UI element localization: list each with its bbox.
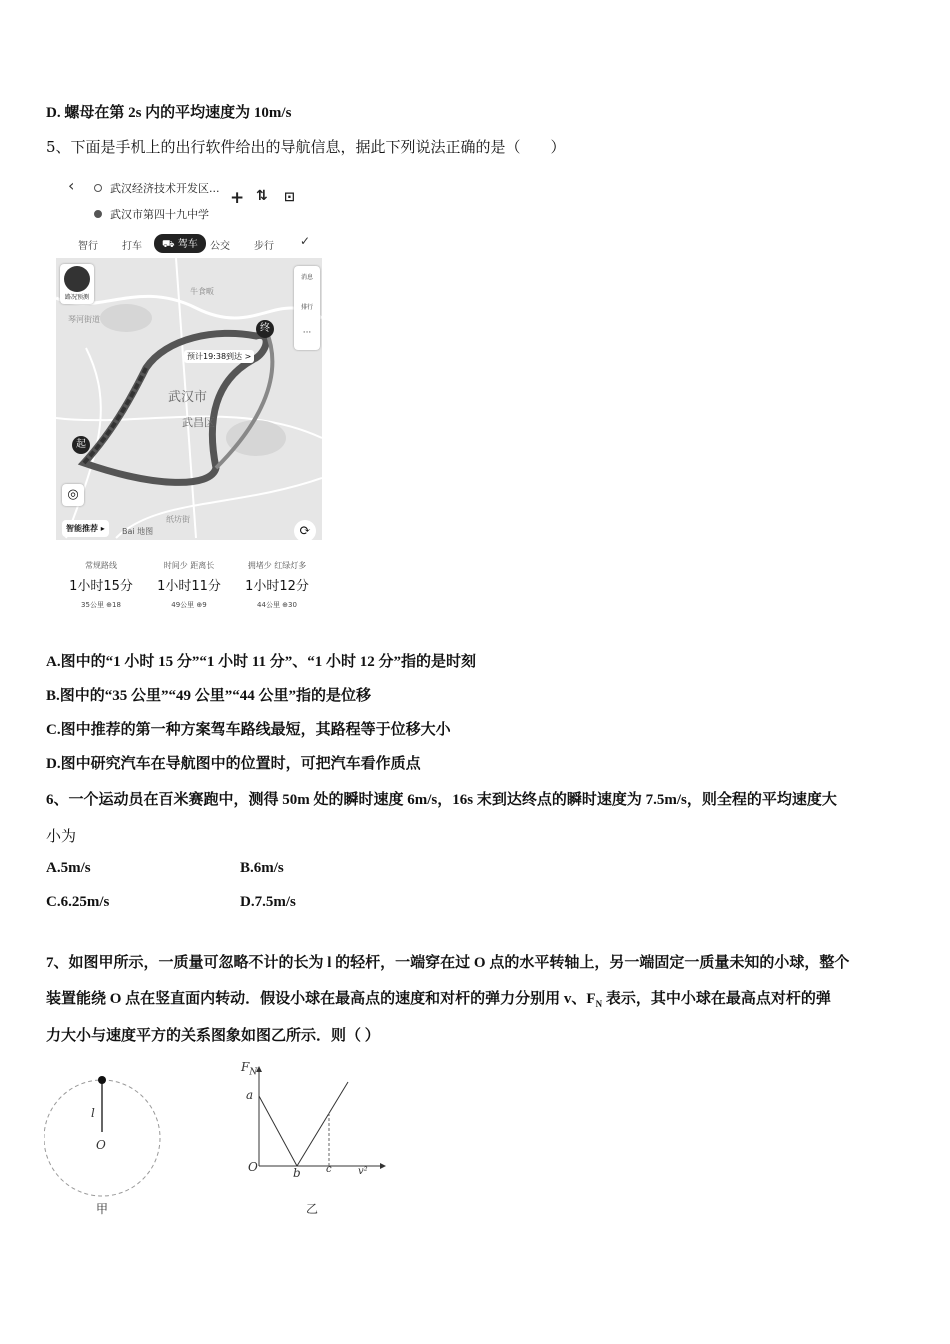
question-6-stem: 6、一个运动员在百米赛跑中，测得 50m 处的瞬时速度 6m/s，16s 末到达终点的瞬时速度为 7.5m/s，则全程的平均速度大: [46, 792, 837, 808]
smart-recommend-button[interactable]: 智能推荐 ▸: [62, 520, 109, 537]
plan-time: 1小时15分: [69, 579, 133, 594]
question-6-stem-cont: 小为: [46, 827, 77, 845]
route-plan-3[interactable]: [234, 540, 320, 610]
q5-option-a: A.图中的“1 小时 15 分”“1 小时 11 分”、“1 小时 12 分”指的是时刻: [46, 654, 477, 670]
q6-option-d: D.7.5m/s: [240, 894, 296, 910]
fn-sub: N: [249, 1067, 258, 1078]
fig-label-b: b: [293, 1166, 301, 1180]
question-5-stem: 5、下面是手机上的出行软件给出的导航信息，据此下列说法正确的是（ ）: [46, 138, 566, 156]
mode-tab-5: 步行: [254, 241, 274, 252]
map-label-s1: 牛食畈: [190, 287, 214, 296]
origin-dot-icon: [94, 184, 102, 192]
mode-tab-drive-label: 驾车: [177, 239, 198, 250]
q6-option-a: A.5m/s: [46, 860, 91, 876]
route-header: [56, 172, 322, 258]
origin-text: 武汉经济技术开发区...: [110, 182, 220, 195]
baidu-logo: Bai 地图: [122, 527, 154, 536]
plan-label: 时间少 距离长: [163, 561, 215, 570]
fig-label-v2: v²: [358, 1166, 368, 1177]
q7-pre: 装置能绕 O 点在竖直面内转动．假设小球在最高点的速度和对杆的弹力分别用 v、F: [46, 991, 596, 1007]
mode-tab-4: 公交: [210, 241, 230, 252]
q5-option-c: C.图中推荐的第一种方案驾车路线最短，其路程等于位移大小: [46, 722, 451, 738]
q4-option-d: D. 螺母在第 2s 内的平均速度为 10m/s: [46, 105, 292, 121]
destination-dot-icon: [94, 210, 102, 218]
fig-caption-yi: 乙: [306, 1202, 319, 1216]
mode-tab-2: 打车: [122, 241, 142, 252]
route-plans: [56, 540, 322, 612]
fig-label-fn: [241, 1060, 257, 1077]
back-icon: ‹: [68, 176, 75, 195]
q7-post: 表示，其中小球在最高点对杆的弹: [602, 991, 831, 1007]
question-7-stem-2: [46, 989, 831, 1014]
plan-label: 拥堵少 红绿灯多: [247, 561, 307, 570]
plan-time: 1小时11分: [157, 579, 221, 594]
speedometer-icon: [64, 266, 90, 292]
map-label-s3: 纸坊街: [166, 515, 190, 524]
mode-tabs: [56, 234, 322, 252]
fig-label-o2: O: [248, 1160, 258, 1174]
fn-main: F: [241, 1060, 250, 1074]
plan-info: 44公里 ⊕30: [257, 601, 297, 609]
message-button[interactable]: 消息: [300, 274, 313, 281]
q5-option-b: B.图中的“35 公里”“49 公里”“44 公里”指的是位移: [46, 688, 372, 704]
plan-info: 49公里 ⊕9: [171, 601, 207, 609]
eta-badge: 预计19:38到达 >: [184, 350, 254, 363]
figures-q7: [44, 1058, 389, 1218]
question-7-stem-3: 力大小与速度平方的关系图象如图乙所示．则（ ）: [46, 1028, 380, 1044]
more-button[interactable]: ···: [302, 328, 312, 338]
mode-tab-1: 智行: [78, 241, 98, 252]
end-marker: 终: [256, 320, 274, 338]
fig-label-o: O: [96, 1138, 106, 1152]
question-7-stem: 7、如图甲所示，一质量可忽略不计的长为 l 的轻杆，一端穿在过 O 点的水平转轴上，另一端固定一质量未知的小球，整个: [46, 955, 850, 971]
traffic-forecast-button[interactable]: [60, 264, 94, 304]
start-marker: 起: [72, 436, 90, 454]
fig-caption-jia: 甲: [96, 1202, 109, 1216]
mode-tab-drive: ⛟ 驾车: [154, 234, 206, 253]
more-icon: ⊡: [284, 190, 295, 205]
q6-option-b: B.6m/s: [240, 860, 284, 876]
rank-button[interactable]: 排行: [300, 304, 313, 311]
locate-icon[interactable]: ◎: [62, 484, 84, 506]
swap-icon: ⇅: [256, 188, 268, 204]
add-icon: +: [230, 188, 245, 208]
route-plan-2[interactable]: [146, 540, 232, 610]
route-plan-1[interactable]: [58, 540, 144, 610]
fig-label-c: c: [326, 1164, 332, 1175]
plan-label: 常规路线: [85, 561, 117, 570]
q5-option-d: D.图中研究汽车在导航图中的位置时，可把汽车看作质点: [46, 756, 421, 772]
map-label-s2: 琴河街道: [68, 315, 100, 324]
plan-info: 35公里 ⊕18: [81, 601, 121, 609]
destination-text: 武汉市第四十九中学: [110, 208, 209, 221]
map-label-district: 武昌区: [182, 416, 215, 429]
map-area: [56, 258, 322, 540]
map-label-city: 武汉市: [168, 390, 208, 405]
plan-time: 1小时12分: [245, 579, 309, 594]
fig-label-a: a: [246, 1088, 254, 1102]
check-icon: ✓: [300, 234, 311, 248]
side-panel: [294, 266, 320, 350]
fig-label-l: l: [91, 1106, 95, 1120]
navigation-screenshot: [56, 172, 322, 612]
q6-option-c: C.6.25m/s: [46, 894, 110, 910]
q7-sub: N: [595, 999, 603, 1009]
refresh-icon[interactable]: ⟳: [294, 520, 316, 540]
traffic-label: 路况预测: [64, 294, 89, 301]
